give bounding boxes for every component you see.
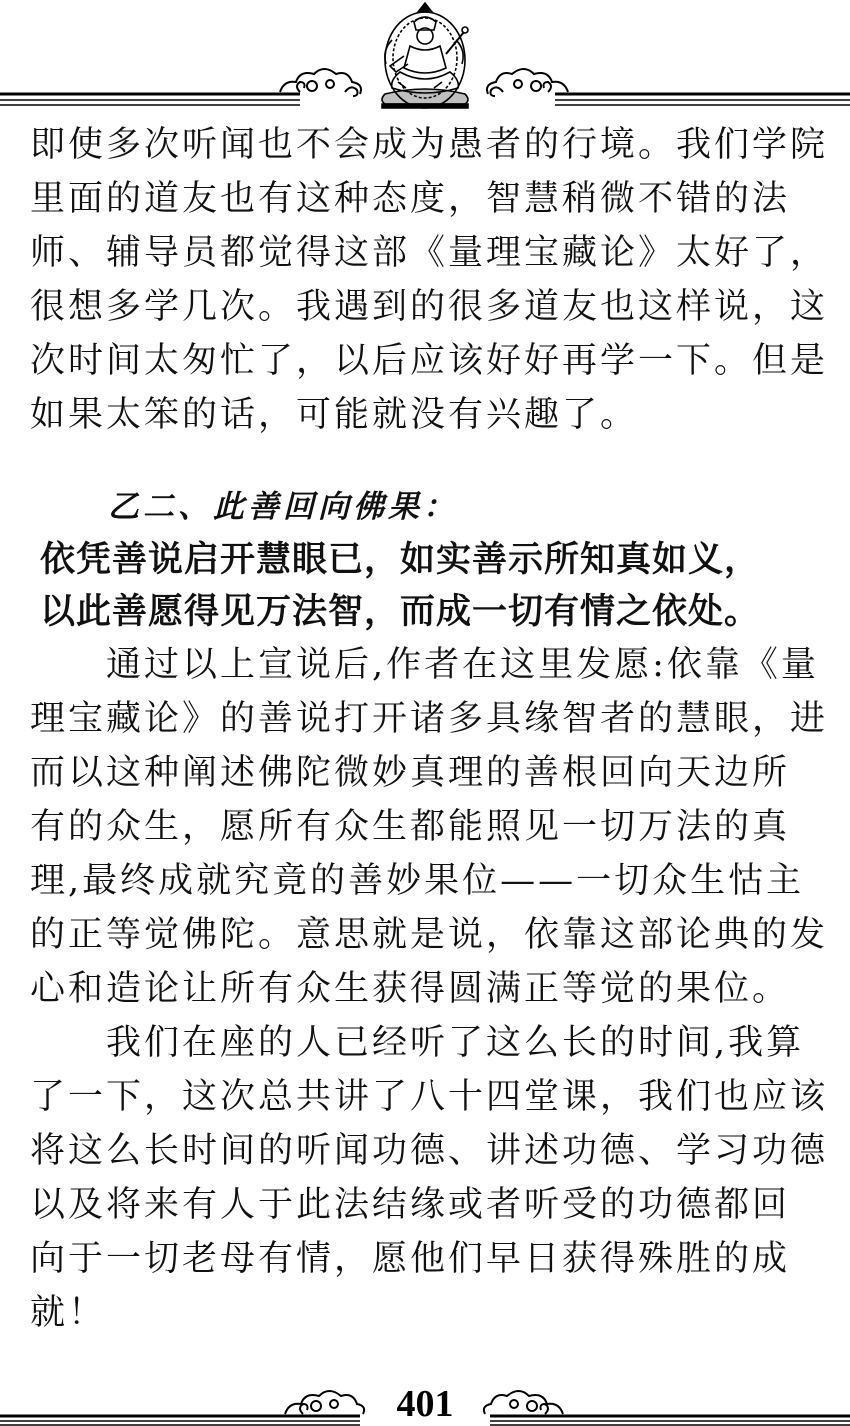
header-ornament	[0, 0, 850, 112]
paragraph-continuation: 即使多次听闻也不会成为愚者的行境。我们学院 里面的道友也有这种态度，智慧稍微不错的法 师、辅导员都觉得这部《量理宝藏论》太好了， 很想多学几次。我遇到的很多道友也这样说，这 次时间太匆忙了，以后应该好好再学一下。但是 如果太笨的话，可能就没有兴趣了。	[30, 125, 829, 435]
paragraph-dedication: 我们在座的人已经听了这么长的时间,我算 了一下，这次总共讲了八十四堂课，我们也应该 将这么长时间的听闻功德、讲述功德、学习功德 以及将来有人于此法结缘或者听受的功德都回 向于一切老母有情，愿他们早日获得殊胜的成 就！	[30, 1023, 829, 1333]
section-heading: 乙二、此善回向佛果：	[108, 489, 458, 525]
page-content	[30, 118, 830, 1340]
paragraph-commentary: 通过以上宣说后,作者在这里发愿:依靠《量 理宝藏论》的善说打开诸多具缘智者的慧眼，进 而以这种阐述佛陀微妙真理的善根回向天边所 有的众生，愿所有众生都能照见一切万法的真 理,最终成就究竟的善妙果位——一切众生怙主 的正等觉佛陀。意思就是说，依靠这部论典的发 心和造论让所有众生获得圆满正等觉的果位。	[30, 645, 829, 1009]
section-spacer	[30, 442, 830, 480]
verse-line-1: 依凭善说启开慧眼已，如实善示所知真如义，	[40, 540, 761, 580]
deity-figure-icon	[382, 3, 468, 108]
page-header	[0, 0, 850, 112]
page-footer	[0, 1372, 850, 1426]
page-number: 401	[396, 1383, 454, 1425]
verse-line-2: 以此善愿得见万法智，而成一切有情之依处。	[40, 592, 761, 632]
